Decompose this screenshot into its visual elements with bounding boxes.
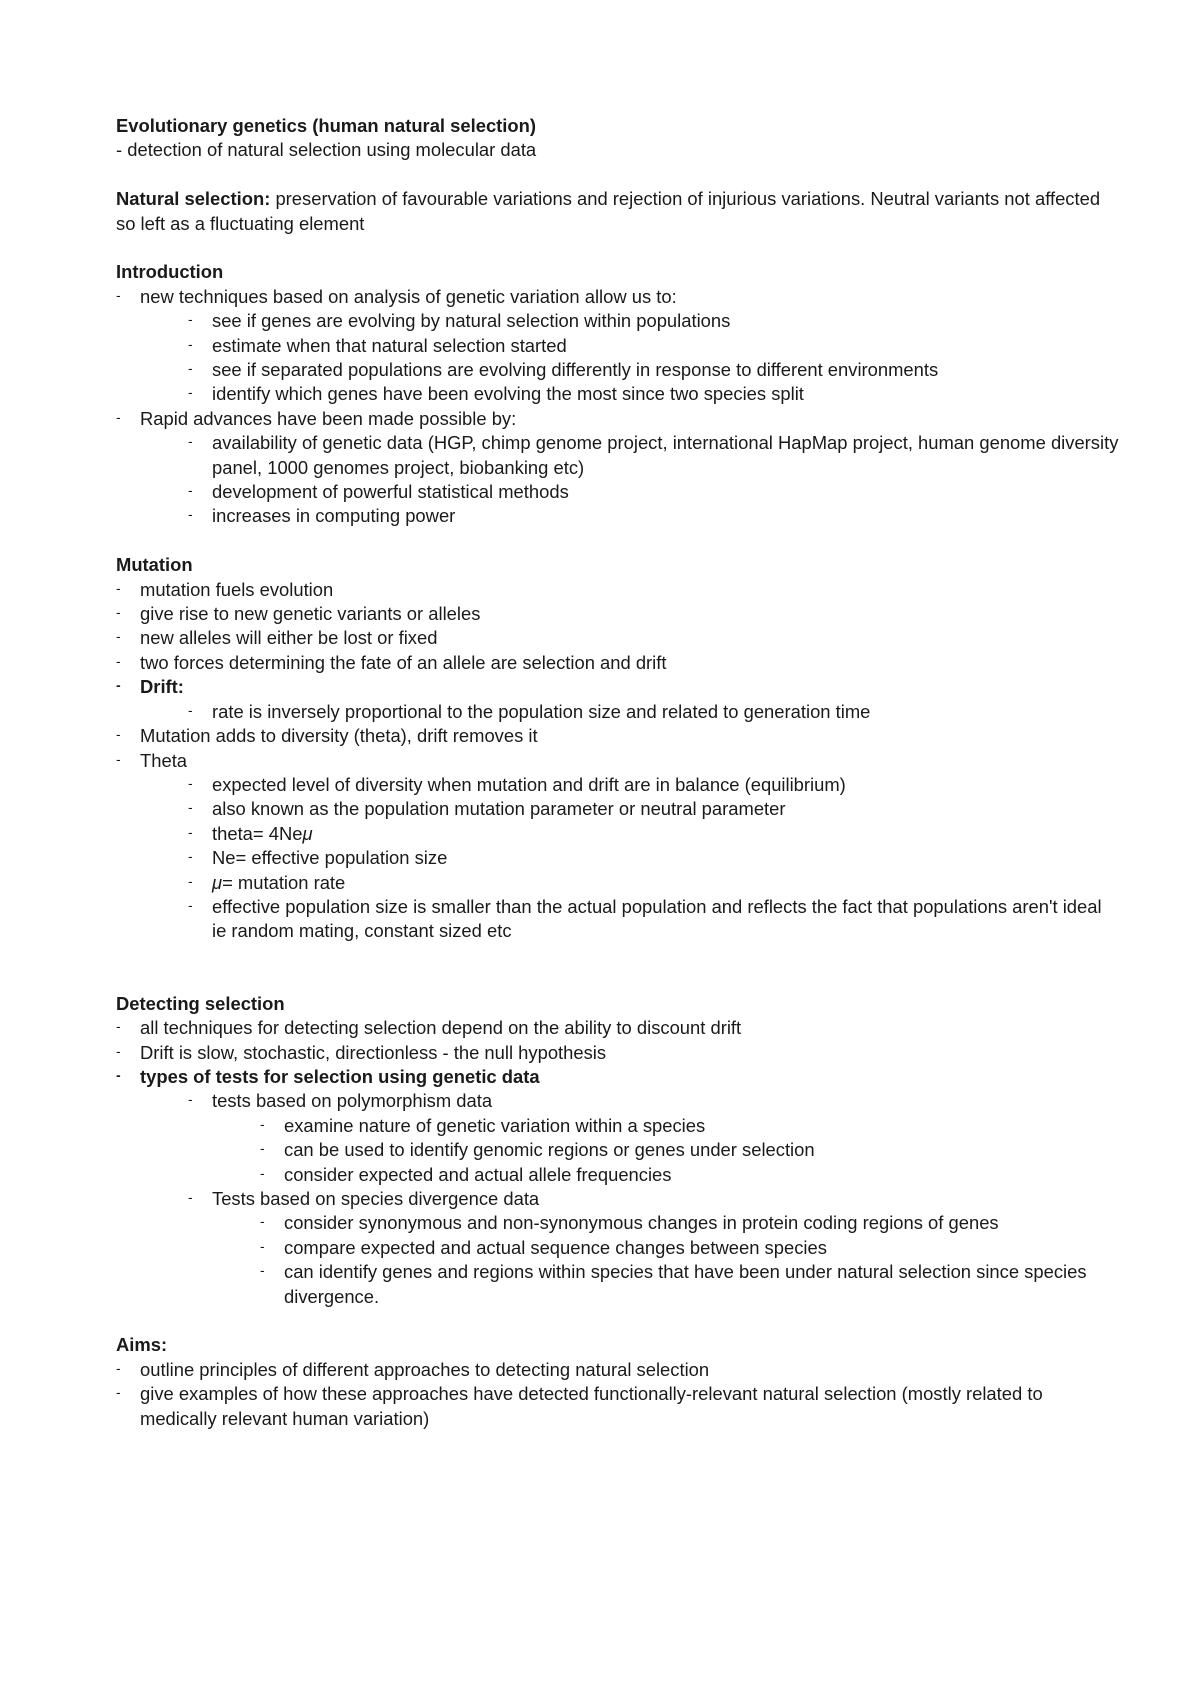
dash-bullet: - [116, 408, 121, 425]
section-heading-mutation: Mutation [116, 554, 193, 576]
dash-bullet: - [116, 1066, 121, 1083]
list-item: - development of powerful statistical methods [188, 481, 569, 503]
list-item: - can identify genes and regions within species that have been under natural selection since species divergence. [260, 1261, 1087, 1307]
spacer [116, 529, 1120, 553]
spacer [116, 163, 1120, 187]
dash-bullet: - [188, 433, 193, 450]
dash-bullet: - [260, 1262, 265, 1279]
dash-bullet: - [116, 677, 121, 694]
dash-bullet: - [188, 506, 193, 523]
dash-bullet: - [188, 848, 193, 865]
list-item: - expected level of diversity when mutation and drift are in balance (equilibrium) [188, 773, 846, 795]
dash-bullet: - [116, 628, 121, 645]
dash-bullet: - [116, 652, 121, 669]
list-item: - rate is inversely proportional to the population size and related to generation time [188, 700, 871, 722]
list-item: - availability of genetic data (HGP, chimp genome project, international HapMap project, human genome diversity panel, 1000 genomes project, biobanking etc) [188, 432, 1119, 478]
list-item: - identify which genes have been evolving the most since two species split [188, 383, 804, 405]
mutation-list [116, 578, 1120, 944]
dash-bullet: - [188, 872, 193, 889]
document-title: Evolutionary genetics (human natural selection) [116, 115, 537, 136]
section-heading-aims: Aims: [116, 1334, 168, 1356]
sub-list [140, 1089, 1120, 1309]
section-heading-introduction: Introduction [116, 261, 224, 283]
dash-bullet: - [188, 799, 193, 816]
list-item: - estimate when that natural selection started [188, 334, 567, 356]
dash-bullet: - [116, 1018, 121, 1035]
list-item: - give examples of how these approaches have detected functionally-relevant natural selection (mostly related to medically relevant human variation) [116, 1383, 1043, 1429]
dash-bullet: - [188, 482, 193, 499]
list-item: - two forces determining the fate of an allele are selection and drift [116, 651, 667, 673]
list-item: - Drift is slow, stochastic, directionless - the null hypothesis [116, 1041, 607, 1063]
list-item: - new techniques based on analysis of genetic variation allow us to: - see if genes are evolving by natural selection within populations - estimate when that natural selection started - see if separated populations are evolving differently in response to different environments - identify which genes have been evolving the most since two species split [116, 285, 1120, 407]
dash-bullet: - [260, 1237, 265, 1254]
list-item: - consider expected and actual allele frequencies [260, 1163, 672, 1185]
mu-symbol: μ [212, 871, 223, 893]
spacer [116, 1309, 1120, 1333]
list-item: - give rise to new genetic variants or alleles [116, 603, 481, 625]
sub-sub-list [212, 1114, 1120, 1187]
sub-list [140, 431, 1120, 529]
list-item: - see if separated populations are evolving differently in response to different environments [188, 359, 939, 381]
dash-bullet: - [188, 360, 193, 377]
list-item: - all techniques for detecting selection depend on the ability to discount drift [116, 1017, 742, 1039]
dash-bullet: - [116, 286, 121, 303]
list-item: - Theta - expected level of diversity when mutation and drift are in balance (equilibrium) - also known as the population mutation parameter or neutral parameter - theta= 4Neμ - Ne= effective population size - μ= mutation rate - effective population size is smaller than the actual population and reflects the fact that populations aren't ideal ie random mating, constant sized etc [116, 749, 1120, 944]
definition-text: preservation of favourable variations and rejection of injurious variations. Neutral variants not affected so left as a fluctuating element [116, 188, 1101, 234]
dash-bullet: - [188, 1091, 193, 1108]
list-item: - outline principles of different approaches to detecting natural selection [116, 1358, 710, 1380]
dash-bullet: - [260, 1164, 265, 1181]
dash-bullet: - [188, 311, 193, 328]
dash-bullet: - [188, 1189, 193, 1206]
sub-list [140, 309, 1120, 407]
list-item: - see if genes are evolving by natural selection within populations [188, 310, 731, 332]
dash-bullet: - [188, 384, 193, 401]
natural-selection-definition [116, 187, 1120, 236]
mu-symbol: μ [302, 822, 313, 844]
dash-bullet: - [260, 1213, 265, 1230]
list-item: - also known as the population mutation parameter or neutral parameter [188, 798, 786, 820]
dash-bullet: - [260, 1140, 265, 1157]
dash-bullet: - [116, 1384, 121, 1401]
list-item: - μ= mutation rate [188, 871, 346, 893]
dash-bullet: - [116, 750, 121, 767]
dash-bullet: - [116, 1359, 121, 1376]
dash-bullet: - [116, 726, 121, 743]
dash-bullet: - [188, 335, 193, 352]
list-item: - Tests based on species divergence data - consider synonymous and non-synonymous changes in protein coding regions of genes - compare expected and actual sequence changes between species - can identify genes and regions within species that have been under natural selection since species divergence. [188, 1187, 1120, 1309]
list-item: - Rapid advances have been made possible by: - availability of genetic data (HGP, chimp genome project, international HapMap project, human genome diversity panel, 1000 genomes project, biobanking etc) - development of powerful statistical methods - increases in computing power [116, 407, 1120, 529]
list-item: - compare expected and actual sequence changes between species [260, 1236, 827, 1258]
dash-bullet: - [116, 604, 121, 621]
list-item: - increases in computing power [188, 505, 456, 527]
list-item: - mutation fuels evolution [116, 578, 334, 600]
sub-list [140, 700, 1120, 724]
list-item: - types of tests for selection using genetic data - tests based on polymorphism data - examine nature of genetic variation within a species - can be used to identify genomic regions or genes under selection - consider expected and actual allele frequencies - Tests based on species divergence data - consider synonymous and non-synonymous changes in protein coding regions of genes - compare expected and actual sequence changes between species - can identify genes and regions within species that have been under natural selection since species divergence. [116, 1065, 1120, 1309]
dash-bullet: - [188, 823, 193, 840]
detecting-selection-list [116, 1016, 1120, 1309]
document-subtitle: - detection of natural selection using molecular data [116, 139, 537, 161]
dash-bullet: - [116, 579, 121, 596]
list-item: - Drift: - rate is inversely proportional to the population size and related to generation time [116, 675, 1120, 724]
list-item: - Mutation adds to diversity (theta), drift removes it [116, 725, 538, 747]
list-item: - can be used to identify genomic regions or genes under selection [260, 1139, 815, 1161]
list-item: - tests based on polymorphism data - examine nature of genetic variation within a species - can be used to identify genomic regions or genes under selection - consider expected and actual allele frequencies [188, 1089, 1120, 1187]
list-item: - theta= 4Neμ [188, 822, 313, 844]
dash-bullet: - [260, 1115, 265, 1132]
introduction-list [116, 285, 1120, 529]
dash-bullet: - [188, 701, 193, 718]
definition-label: Natural selection: [116, 188, 271, 210]
list-item: - effective population size is smaller than the actual population and reflects the fact that populations aren't ideal ie random mating, constant sized etc [188, 895, 1102, 942]
dash-bullet: - [188, 774, 193, 791]
sub-list [140, 773, 1120, 944]
list-item: - examine nature of genetic variation within a species [260, 1114, 706, 1136]
aims-list [116, 1358, 1120, 1431]
section-heading-detecting-selection: Detecting selection [116, 992, 285, 1014]
dash-bullet: - [116, 1042, 121, 1059]
spacer [116, 944, 1120, 992]
list-item: - consider synonymous and non-synonymous changes in protein coding regions of genes [260, 1212, 999, 1234]
dash-bullet: - [188, 896, 193, 913]
list-item: - Ne= effective population size [188, 847, 448, 869]
list-item: - new alleles will either be lost or fixed [116, 627, 438, 649]
sub-sub-list [212, 1211, 1120, 1309]
spacer [116, 236, 1120, 260]
